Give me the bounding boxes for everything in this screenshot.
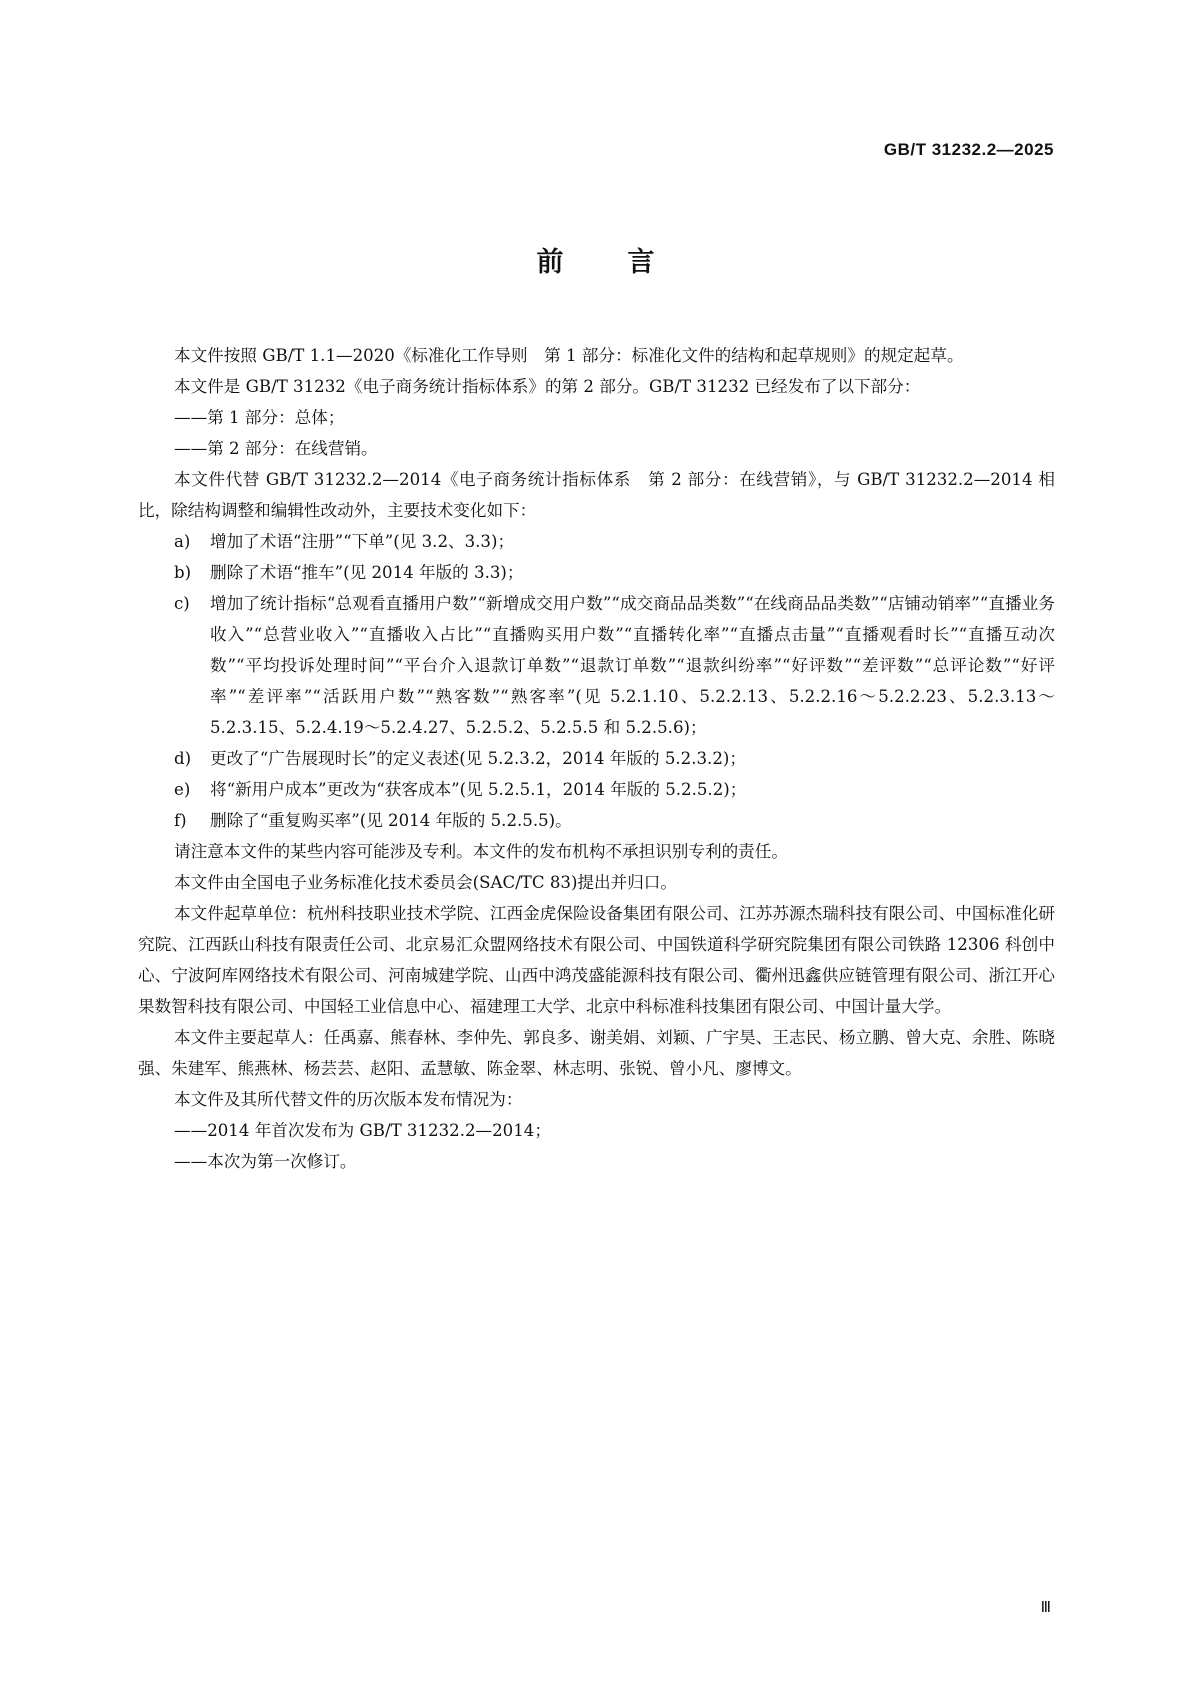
change-text: 增加了术语“注册”“下单”(见 3.2、3.3)； — [210, 532, 515, 551]
change-marker: b) — [174, 563, 192, 582]
part-list-item: ——第 1 部分：总体； — [174, 408, 345, 427]
change-item — [138, 743, 1055, 774]
change-item — [138, 526, 1055, 557]
change-marker: e) — [174, 780, 191, 799]
version-list-item: ——2014 年首次发布为 GB/T 31232.2—2014； — [174, 1121, 551, 1140]
paragraph-drafters: 本文件主要起草人：任禹嘉、熊春林、李仲先、郭良多、谢美娟、刘颖、广宇昊、王志民、杨立鹏、曾大克、余胜、陈晓强、朱建军、熊燕林、杨芸芸、赵阳、孟慧敏、陈金翠、林志明、张锐、曾小凡、廖博文。 — [138, 1028, 1055, 1078]
title-char-2: 言 — [627, 247, 655, 278]
change-item — [138, 805, 1055, 836]
page-title — [0, 240, 1191, 279]
foreword-body — [138, 340, 1055, 1177]
change-text: 将“新用户成本”更改为“获客成本”(见 5.2.5.1，2014 年版的 5.2.5.2)； — [210, 780, 747, 799]
version-list-item: ——本次为第一次修订。 — [174, 1152, 357, 1171]
technical-changes-list — [138, 526, 1055, 836]
paragraph-proposer: 本文件由全国电子业务标准化技术委员会(SAC/TC 83)提出并归口。 — [174, 873, 677, 892]
change-text: 删除了术语“推车”(见 2014 年版的 3.3)； — [210, 563, 524, 582]
title-char-1: 前 — [536, 247, 564, 278]
change-marker: a) — [174, 532, 191, 551]
change-item — [138, 588, 1055, 743]
standard-code: GB/T 31232.2—2025 — [883, 140, 1054, 159]
change-marker: c) — [174, 594, 190, 613]
paragraph-drafting-units: 本文件起草单位：杭州科技职业技术学院、江西金虎保险设备集团有限公司、江苏苏源杰瑞科技有限公司、中国标准化研究院、江西跃山科技有限责任公司、北京易汇众盟网络技术有限公司、中国铁道科学研究院集团有限公司铁路 12306 科创中心、宁波阿库网络技术有限公司、河南城建学院、山西中鸿茂盛能源科技有限公司、衢州迅鑫供应链管理有限公司、浙江开心果数智科技有限公司、中国轻工业信息中心、福建理工大学、北京中科标准科技集团有限公司、中国计量大学。 — [138, 904, 1055, 1016]
change-text: 更改了“广告展现时长”的定义表述(见 5.2.3.2，2014 年版的 5.2.3.2)； — [210, 749, 746, 768]
paragraph-patent-notice: 请注意本文件的某些内容可能涉及专利。本文件的发布机构不承担识别专利的责任。 — [174, 842, 788, 861]
change-text: 增加了统计指标“总观看直播用户数”“新增成交用户数”“成交商品品类数”“在线商品品类数”“店铺动销率”“直播业务收入”“总营业收入”“直播收入占比”“直播购买用户数”“直播转化率”“直播点击量”“直播观看时长”“直播互动次数”“平均投诉处理时间”“平台介入退款订单数”“退款订单数”“退款纠纷率”“好评数”“差评数”“总评论数”“好评率”“差评率”“活跃用户数”“熟客数”“熟客率”(见 5.2.1.10、5.2.2.13、5.2.2.16～5.2.2.23、5.2.3.13～5.2.3.15、5.2.4.19～5.2.4.27、5.2.5.2、5.2.5.5 和 5.2.5.6)； — [210, 594, 1055, 737]
change-marker: f) — [174, 811, 187, 830]
change-item — [138, 774, 1055, 805]
part-list-item: ——第 2 部分：在线营销。 — [174, 439, 378, 458]
page-number: Ⅲ — [1040, 1600, 1051, 1616]
change-text: 删除了“重复购买率”(见 2014 年版的 5.2.5.5)。 — [210, 811, 572, 830]
paragraph-replacement: 本文件代替 GB/T 31232.2—2014《电子商务统计指标体系 第 2 部分：在线营销》，与 GB/T 31232.2—2014 相比，除结构调整和编辑性改动外，主要技术变化如下： — [138, 470, 1055, 520]
change-item — [138, 557, 1055, 588]
paragraph-drafting-rules: 本文件按照 GB/T 1.1—2020《标准化工作导则 第 1 部分：标准化文件的结构和起草规则》的规定起草。 — [174, 346, 964, 365]
paragraph-version-history: 本文件及其所代替文件的历次版本发布情况为： — [174, 1090, 523, 1109]
paragraph-part-info: 本文件是 GB/T 31232《电子商务统计指标体系》的第 2 部分。GB/T 31232 已经发布了以下部分： — [174, 377, 921, 396]
change-marker: d) — [174, 749, 192, 768]
